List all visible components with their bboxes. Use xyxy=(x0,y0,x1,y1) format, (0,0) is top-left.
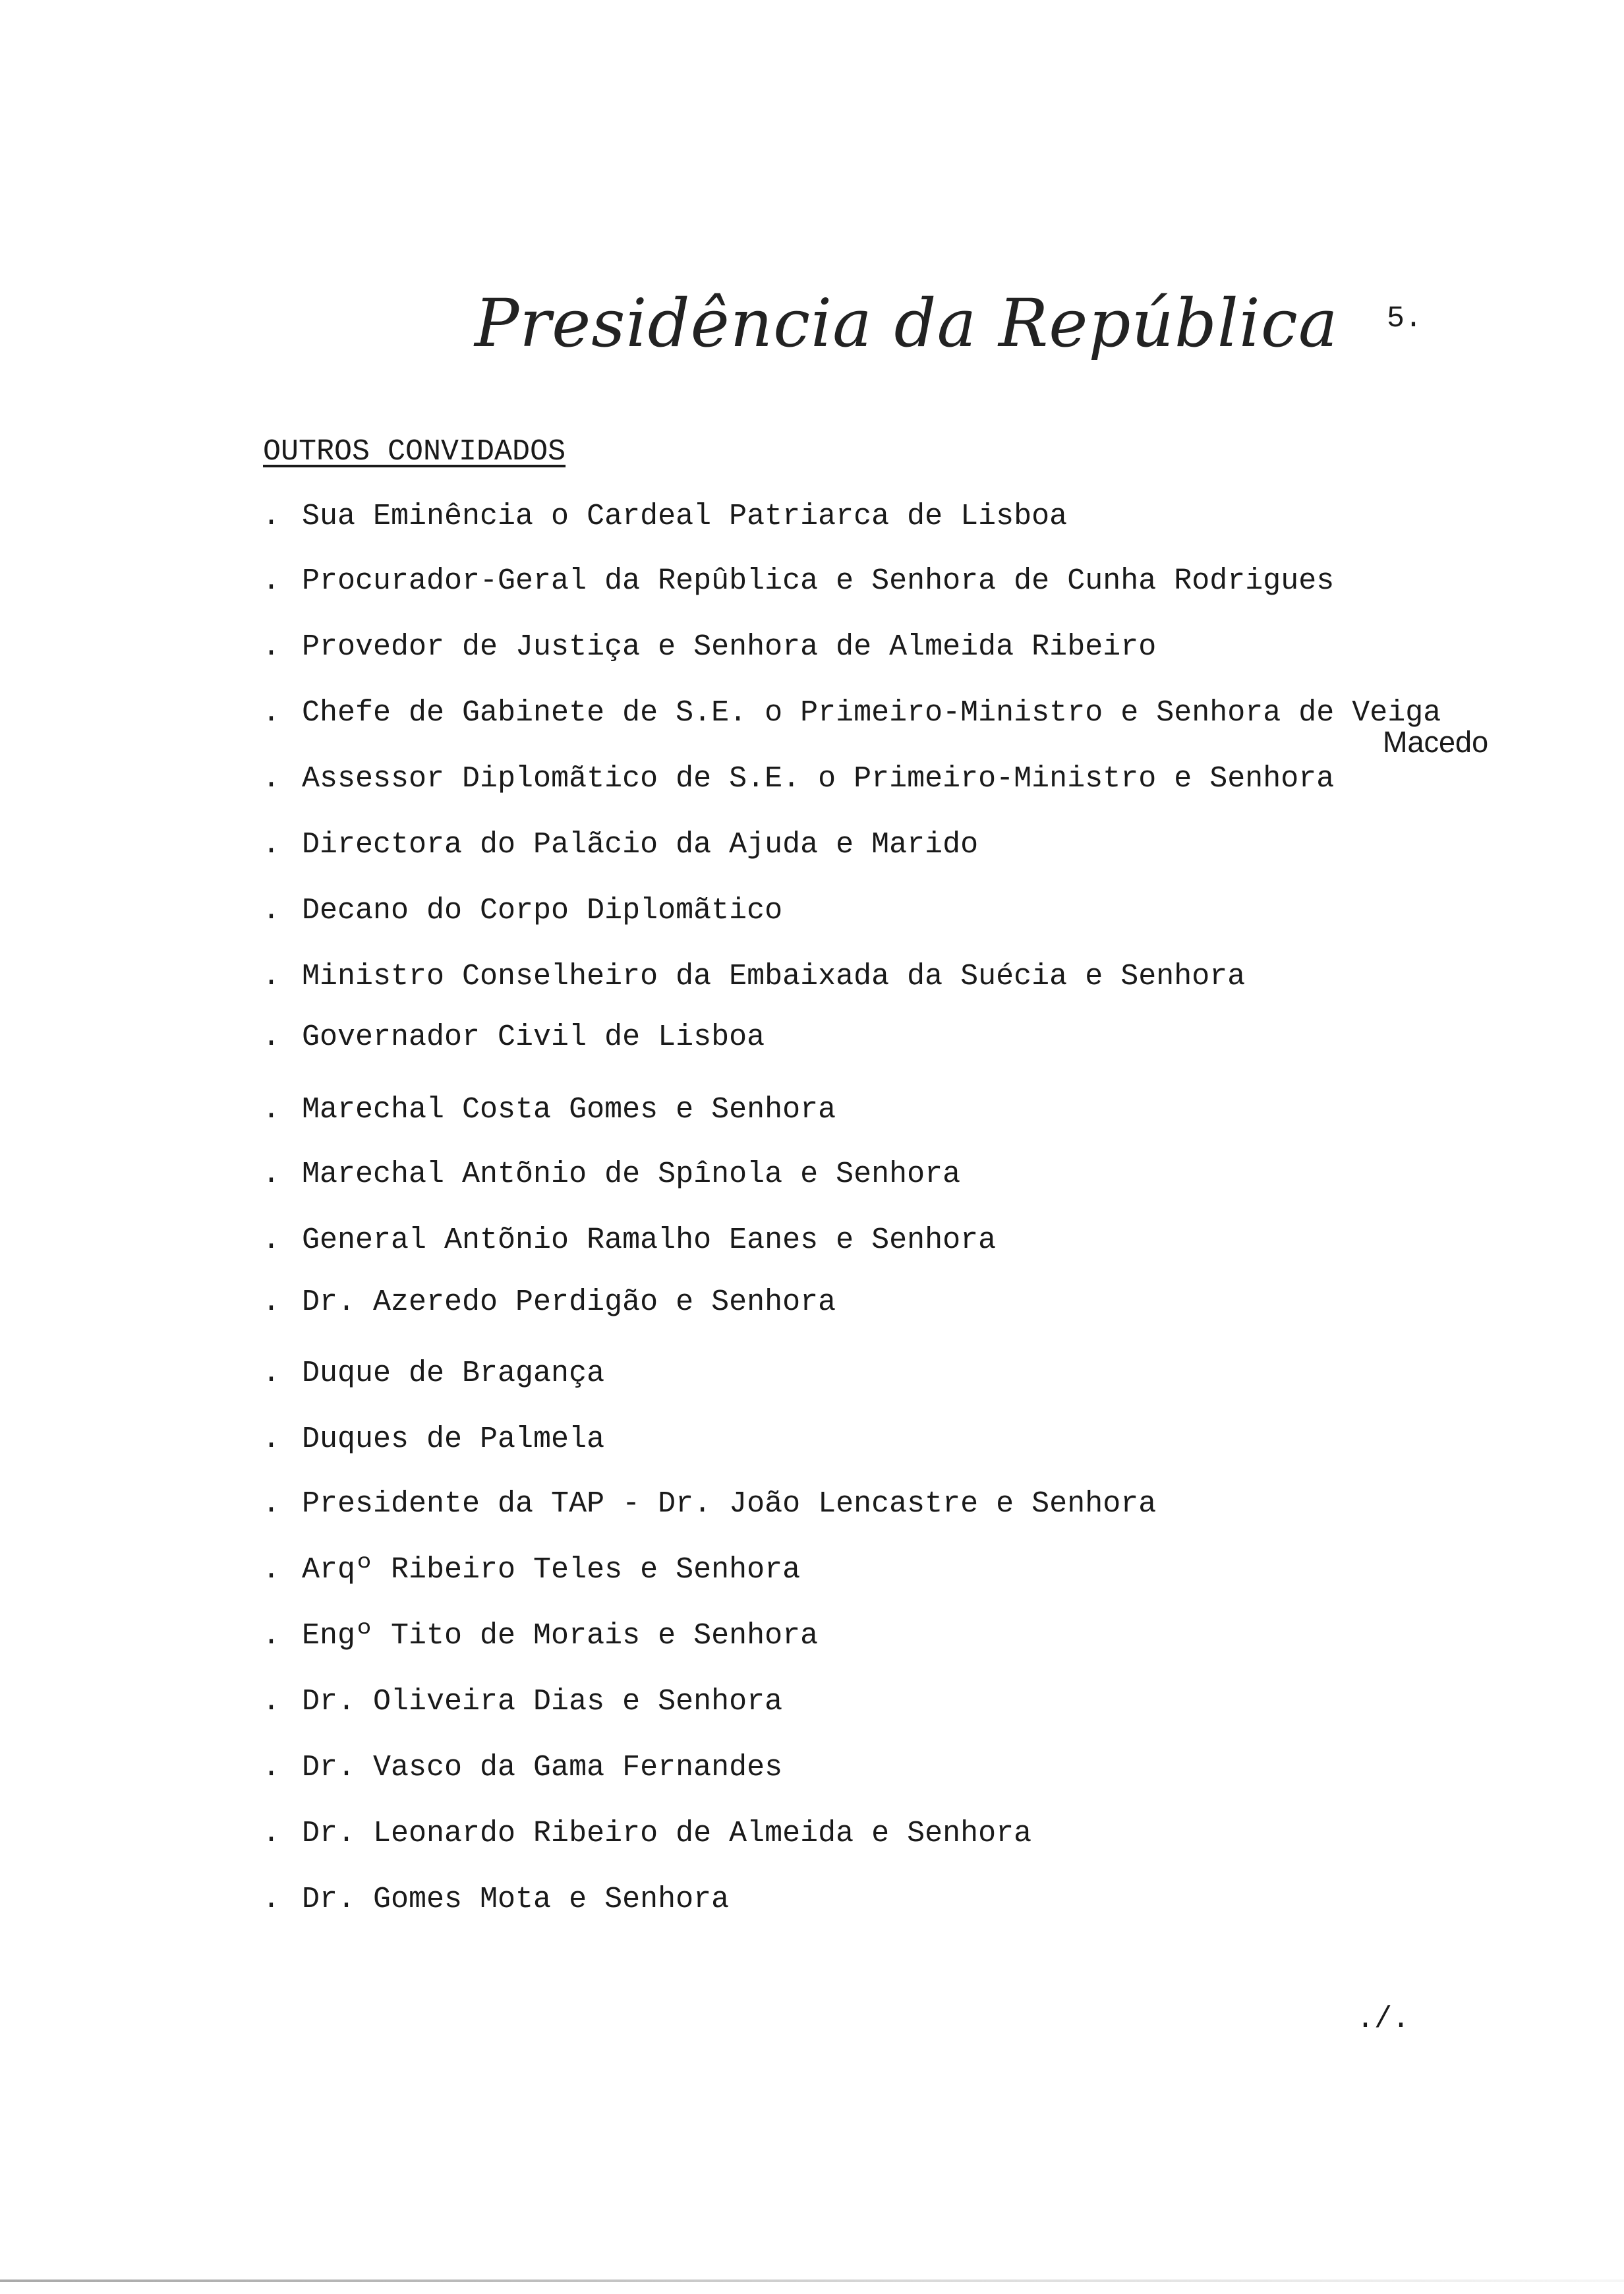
guest-name: Dr. Vasco da Gama Fernandes xyxy=(302,1751,783,1784)
bullet: . xyxy=(262,630,281,664)
bullet: . xyxy=(262,1093,281,1127)
guest-item xyxy=(262,1685,782,1719)
guest-item xyxy=(262,894,782,927)
bullet: . xyxy=(262,1817,281,1850)
guest-name: Sua Eminência o Cardeal Patriarca de Lisboa xyxy=(302,500,1068,533)
bullet: . xyxy=(262,1619,281,1653)
guest-name: Engº Tito de Morais e Senhora xyxy=(302,1619,819,1653)
scan-edge-line xyxy=(0,2279,1624,2282)
guest-item xyxy=(262,1553,800,1587)
guest-item xyxy=(262,500,1067,533)
guest-name: Dr. Leonardo Ribeiro de Almeida e Senhora xyxy=(302,1817,1032,1850)
guest-item xyxy=(262,1357,604,1390)
bullet: . xyxy=(262,1685,281,1719)
guest-name: Assessor Diplomãtico de S.E. o Primeiro-Ministro e Senhora xyxy=(302,762,1335,796)
bullet: . xyxy=(262,1020,281,1054)
bullet: . xyxy=(262,564,281,598)
bullet: . xyxy=(262,1751,281,1784)
guest-item xyxy=(262,1883,729,1916)
guest-name: Dr. Oliveira Dias e Senhora xyxy=(302,1685,783,1719)
guest-item xyxy=(262,960,1245,993)
guest-item xyxy=(262,1619,818,1653)
guest-item xyxy=(262,1020,765,1054)
guest-item xyxy=(262,1423,604,1456)
bullet: . xyxy=(262,1158,281,1191)
page-number: 5. xyxy=(1387,302,1423,336)
guest-item xyxy=(262,1817,1031,1850)
guest-name: Procurador-Geral da Repûblica e Senhora de Cunha Rodrigues xyxy=(302,564,1335,598)
guest-name: Marechal Antõnio de Spînola e Senhora xyxy=(302,1158,961,1191)
bullet: . xyxy=(262,500,281,533)
bullet: . xyxy=(262,1487,281,1521)
guest-name: Dr. Azeredo Perdigão e Senhora xyxy=(302,1285,836,1319)
bullet: . xyxy=(262,1357,281,1390)
bullet: . xyxy=(262,960,281,993)
guest-name: Directora do Palãcio da Ajuda e Marido xyxy=(302,828,979,862)
guest-item xyxy=(262,1093,836,1127)
handwritten-addition: Macedo xyxy=(1383,725,1489,759)
continuation-mark: ./. xyxy=(1356,2003,1410,2036)
guest-name: Arqº Ribeiro Teles e Senhora xyxy=(302,1553,801,1587)
bullet: . xyxy=(262,1285,281,1319)
guest-item xyxy=(262,564,1334,598)
guest-name: Dr. Gomes Mota e Senhora xyxy=(302,1883,730,1916)
bullet: . xyxy=(262,1423,281,1456)
guest-name: General Antõnio Ramalho Eanes e Senhora xyxy=(302,1223,997,1257)
bullet: . xyxy=(262,1553,281,1587)
guest-name: Governador Civil de Lisboa xyxy=(302,1020,765,1054)
guest-name: Duques de Palmela xyxy=(302,1423,605,1456)
guest-name: Provedor de Justiça e Senhora de Almeida Ribeiro xyxy=(302,630,1157,664)
guest-name: Ministro Conselheiro da Embaixada da Suécia e Senhora xyxy=(302,960,1246,993)
guest-name: Decano do Corpo Diplomãtico xyxy=(302,894,783,927)
bullet: . xyxy=(262,1223,281,1257)
guest-name: Presidente da TAP - Dr. João Lencastre e Senhora xyxy=(302,1487,1157,1521)
guest-item xyxy=(262,762,1334,796)
section-heading: OUTROS CONVIDADOS xyxy=(263,435,566,469)
bullet: . xyxy=(262,696,281,730)
guest-name: Marechal Costa Gomes e Senhora xyxy=(302,1093,836,1127)
guest-item xyxy=(262,1223,996,1257)
guest-item xyxy=(262,630,1156,664)
guest-item xyxy=(262,1285,836,1319)
guest-item xyxy=(262,1751,782,1784)
bullet: . xyxy=(262,1883,281,1916)
guest-item xyxy=(262,696,1441,730)
guest-name: Duque de Bragança xyxy=(302,1357,605,1390)
letterhead: Presidência da República xyxy=(475,285,1339,362)
bullet: . xyxy=(262,894,281,927)
bullet: . xyxy=(262,762,281,796)
guest-item xyxy=(262,1487,1156,1521)
bullet: . xyxy=(262,828,281,862)
guest-item xyxy=(262,828,978,862)
guest-name: Chefe de Gabinete de S.E. o Primeiro-Ministro e Senhora de Veiga xyxy=(302,696,1441,730)
guest-item xyxy=(262,1158,960,1191)
